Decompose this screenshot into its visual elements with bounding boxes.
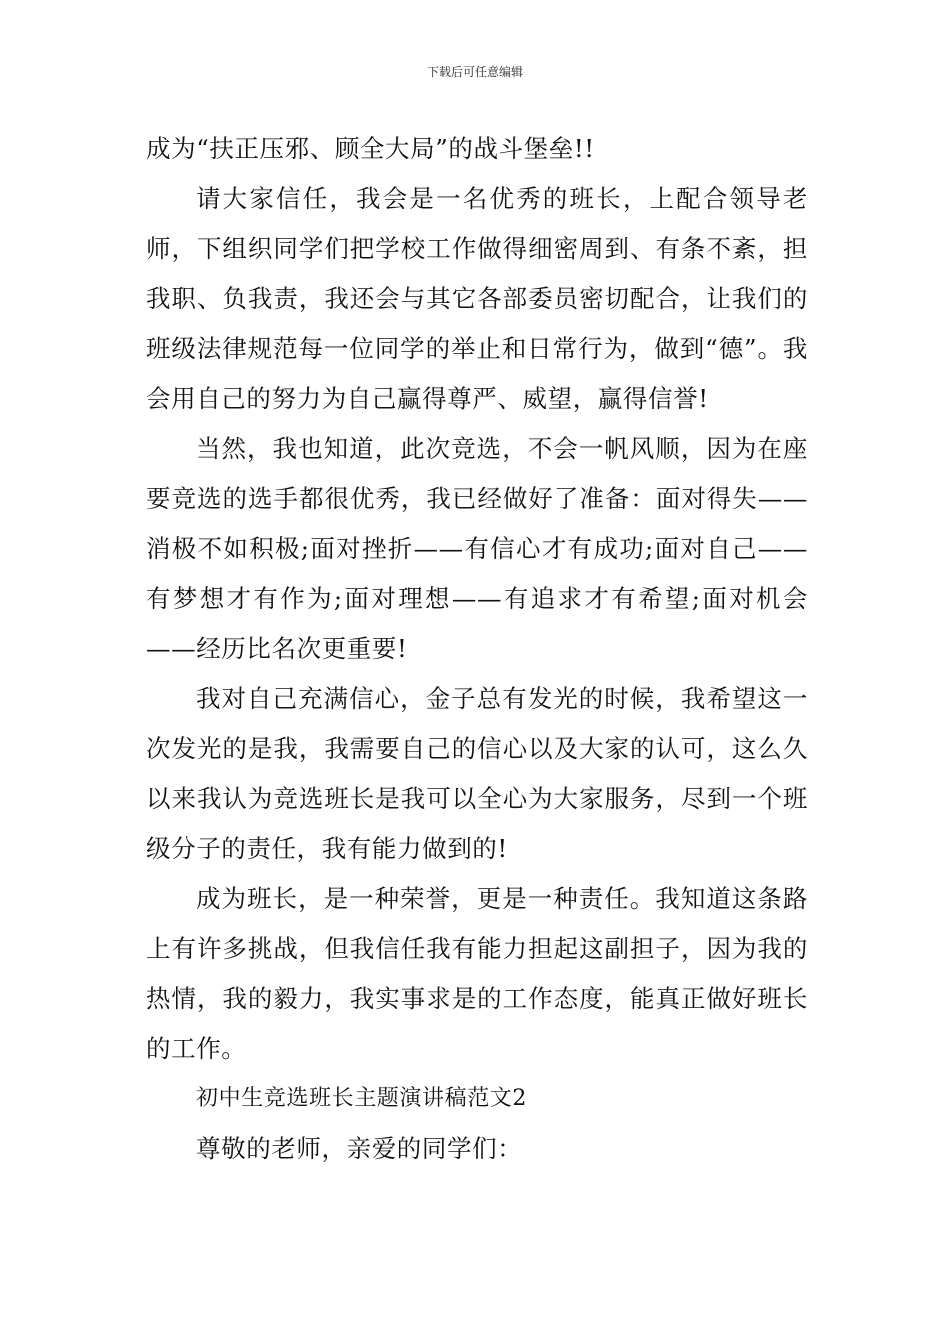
document-body	[146, 124, 808, 1174]
paragraph-continuation: 成为“扶正压邪、顾全大局”的战斗堡垒!!	[146, 134, 595, 163]
paragraph-trust: 请大家信任，我会是一名优秀的班长，上配合领导老师，下组织同学们把学校工作做得细密周到、有条不紊，担我职、负我责，我还会与其它各部委员密切配合，让我们的班级法律规范每一位同学的举止和日常行为，做到“德”。我会用自己的努力为自己赢得尊严、威望，赢得信誉!	[146, 184, 808, 413]
page-header: 下载后可任意编辑	[426, 65, 523, 79]
paragraph-confidence: 我对自己充满信心，金子总有发光的时候，我希望这一次发光的是我，我需要自己的信心以及大家的认可，这么久以来我认为竞选班长是我可以全心为大家服务，尽到一个班级分子的责任，我有能力做到的!	[146, 684, 808, 863]
paragraph-responsibility: 成为班长，是一种荣誉，更是一种责任。我知道这条路上有许多挑战，但我信任我有能力担起这副担子，因为我的热情，我的毅力，我实事求是的工作态度，能真正做好班长的工作。	[146, 884, 808, 1063]
paragraph-preparation: 当然，我也知道，此次竞选，不会一帆风顺，因为在座要竞选的选手都很优秀，我已经做好了准备：面对得失——消极不如积极;面对挫折——有信心才有成功;面对自己——有梦想才有作为;面对理想——有追求才有希望;面对机会——经历比名次更重要!	[146, 434, 808, 663]
section-title: 初中生竞选班长主题演讲稿范文2	[196, 1086, 527, 1111]
salutation: 尊敬的老师，亲爱的同学们：	[196, 1134, 523, 1163]
